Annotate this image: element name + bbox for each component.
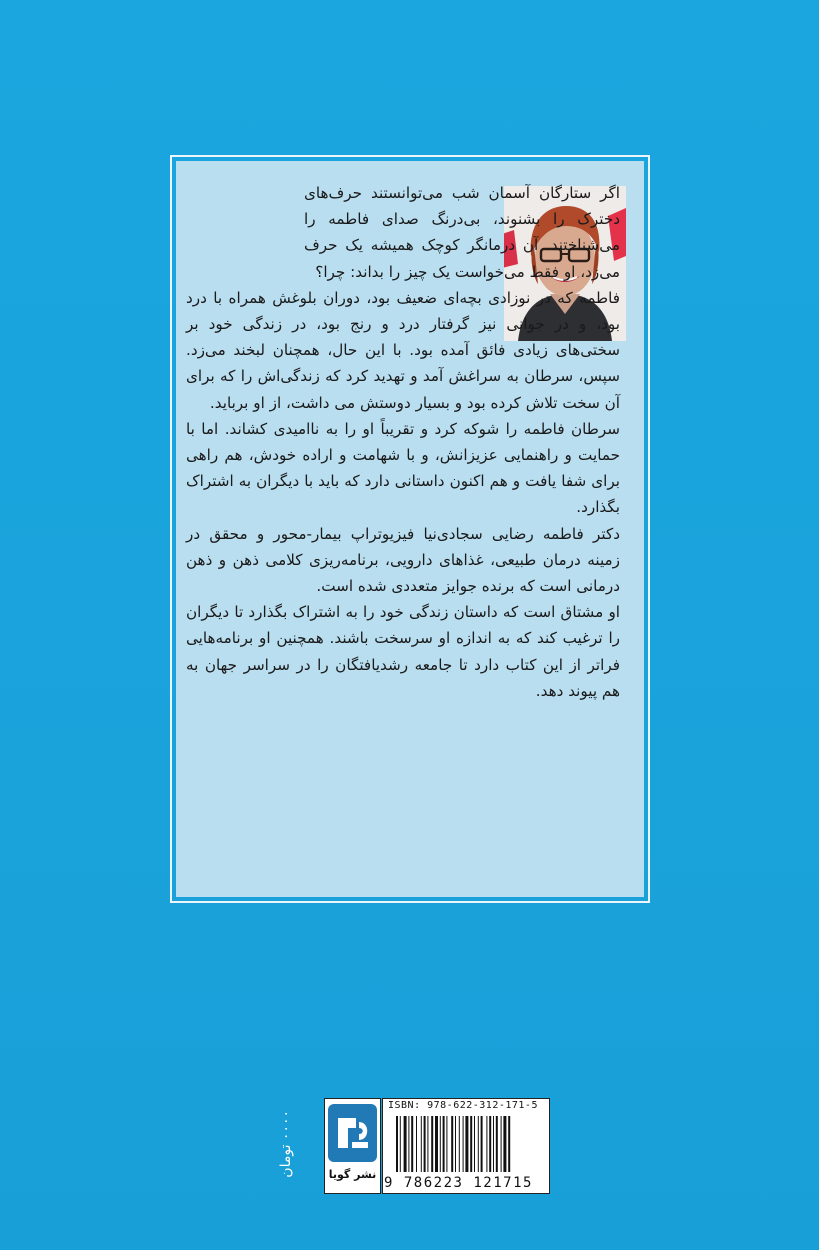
back-cover-text [186,180,620,704]
barcode-bar [443,1116,445,1172]
barcode-bar [435,1116,438,1172]
body-paragraph-2: سرطان فاطمه را شوکه کرد و تقریباً او را به ناامیدی کشاند. اما با حمایت و راهنمایی عزیزانش، و با شهامت و اراده خودش، هم راهی برای شفا یافت و هم اکنون داستانی دارد که باید با دیگران به اشتراک بگذارد. [186,419,620,517]
barcode-bar [404,1116,407,1172]
publisher-name: نشر گویا [328,1168,377,1181]
body-paragraph-3: دکتر فاطمه رضایی سجادی‌نیا فیزیوتراپ بیمار-محور و محقق در زمینه درمان طبیعی، غذاهای دارویی، برنامه‌ریزی کلامی ذهن و ذهن درمانی است که برنده جوایز متعددی شده است. [186,524,620,596]
barcode-bar [400,1116,401,1172]
barcode-bar [421,1116,422,1172]
barcode-bar [416,1116,417,1172]
barcode-bar [503,1116,506,1172]
body-paragraph-1: فاطمه که در نوزادی بچه‌ای ضعیف بود، دوران بلوغش همراه با درد بود، و در جوانی نیز گرفتار درد و رنج بود، در زندگی خود بر سختی‌های زیادی فائق آمده بود. با این حال، همچنان لبخند می‌زد. سپس، سرطان به سراغش آمد و تهدید کرد که زندگی‌اش را که برای آن سخت تلاش کرده بود و بسیار دوستش می داشت، از او برباید. [186,288,620,412]
barcode-bar [470,1116,472,1172]
barcode-bar [493,1116,494,1172]
barcode-bar [463,1116,464,1172]
barcode-bar [474,1116,475,1172]
barcode-bar [411,1116,413,1172]
barcode-bar [496,1116,498,1172]
barcode-bar [489,1116,491,1172]
barcode-bar [508,1116,510,1172]
intro-paragraph: اگر ستارگان آسمان شب می‌توانستند حرف‌های دخترک را بشنوند، بی‌درنگ صدای فاطمه را می‌شناختند. آن درمانگر کوچک همیشه یک حرف می‌زد، او فقط می‌خواست یک چیز را بداند: چرا؟ [304,184,620,281]
publisher-logo-icon [328,1104,377,1162]
barcode-bar [446,1116,447,1172]
barcode-bar [431,1116,433,1172]
barcode-bar [465,1116,468,1172]
barcode-bar [501,1116,502,1172]
barcode-bar [408,1116,409,1172]
barcode-bar [396,1116,398,1172]
barcode-digits: 9 786223 121715 [384,1175,533,1191]
barcode-bar [478,1116,479,1172]
isbn-label: ISBN: 978-622-312-171-5 [388,1100,538,1111]
barcode-bar [459,1116,460,1172]
barcode-bar [455,1116,456,1172]
barcode-bar [481,1116,483,1172]
barcode-bar [427,1116,428,1172]
barcode-bars [396,1116,542,1174]
barcode-bar [451,1116,453,1172]
barcode-bar [424,1116,426,1172]
barcode-bar [440,1116,441,1172]
barcode-bar [486,1116,487,1172]
body-paragraph-4: او مشتاق است که داستان زندگی خود را به اشتراک بگذارد تا دیگران را ترغیب کند که به اندازه او سرسخت باشند. همچنین او برنامه‌هایی فراتر از این کتاب دارد تا جامعه رشدیافتگان را در سراسر جهان به هم پیوند دهد. [186,603,620,700]
price-label: ۰۰۰۰ تومان [278,1110,294,1178]
